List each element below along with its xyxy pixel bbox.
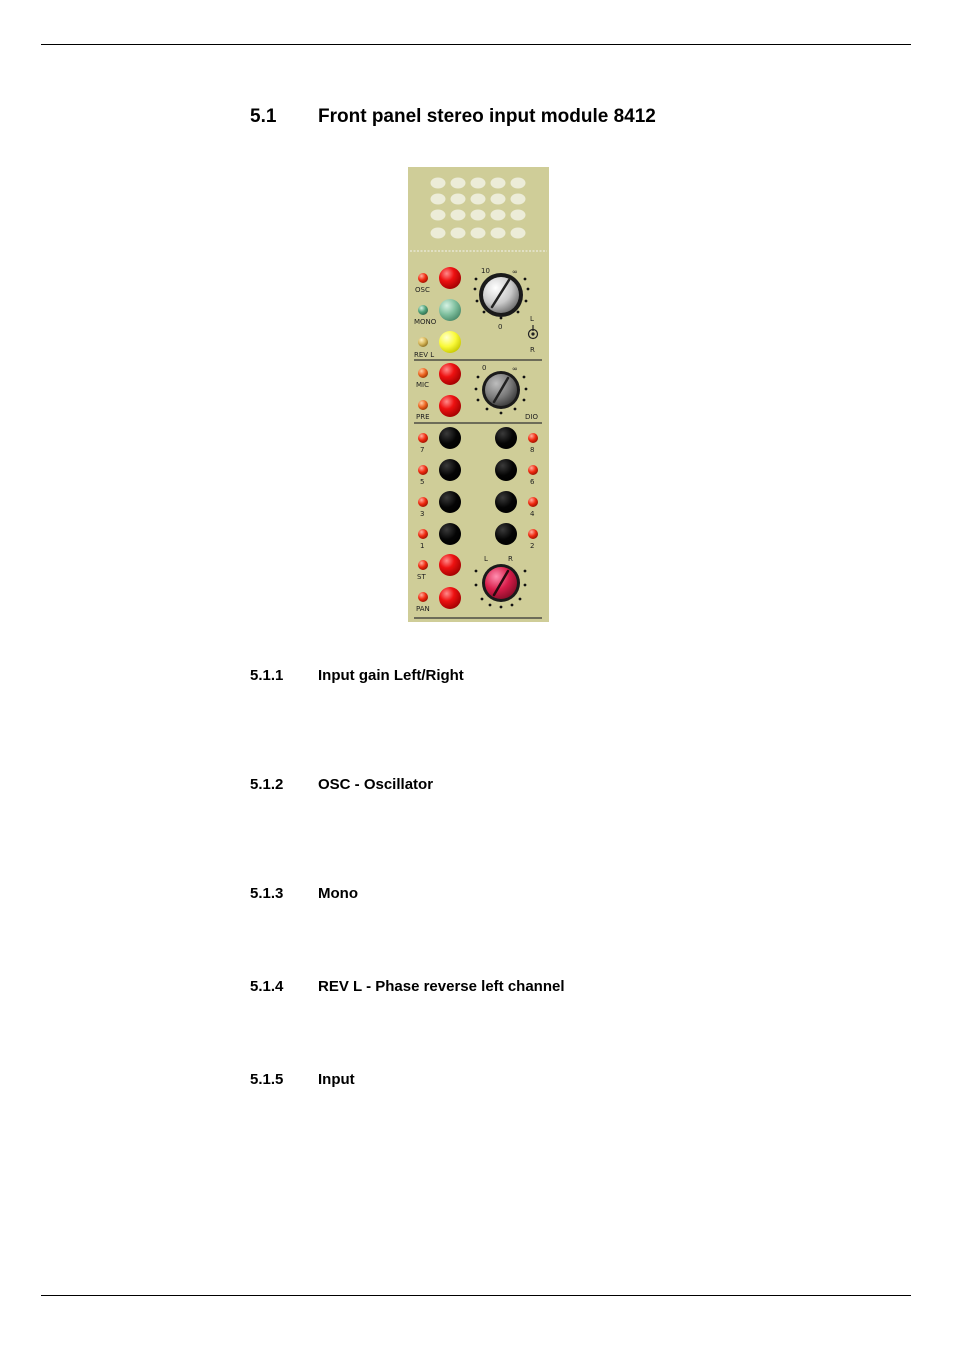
bus-led xyxy=(528,465,538,475)
subsection-heading xyxy=(250,978,565,995)
pre-label: PRE xyxy=(416,413,430,421)
lr-l-label: L xyxy=(530,315,534,323)
pan-button[interactable] xyxy=(439,587,461,609)
bus-label: 6 xyxy=(530,478,535,486)
subsection-number: 5.1.3 xyxy=(250,885,284,902)
bus-label: 5 xyxy=(420,478,425,486)
section-number: 5.1 xyxy=(250,106,277,127)
section-title: Front panel stereo input module 8412 xyxy=(318,106,656,127)
bus-led xyxy=(418,433,428,443)
rev-l-led xyxy=(418,337,428,347)
bus-button[interactable] xyxy=(439,459,461,481)
pan-label: PAN xyxy=(416,605,430,613)
gain-max-label: 10 xyxy=(481,267,490,275)
osc-led xyxy=(418,273,428,283)
subsection-number: 5.1.1 xyxy=(250,667,284,684)
bus-label: 4 xyxy=(530,510,535,518)
bus-button[interactable] xyxy=(495,491,517,513)
bus-led xyxy=(528,529,538,539)
pan-r-label: R xyxy=(508,555,513,563)
rev-l-button[interactable] xyxy=(439,331,461,353)
mic-label: MIC xyxy=(416,381,429,389)
mic-button[interactable] xyxy=(439,363,461,385)
mono-button[interactable] xyxy=(439,299,461,321)
subsection-heading xyxy=(250,1071,355,1088)
rev-l-label: REV L xyxy=(414,351,435,359)
subsection-number: 5.1.4 xyxy=(250,978,284,995)
subsection-title: Input xyxy=(318,1071,355,1088)
subsection-title: REV L - Phase reverse left channel xyxy=(318,978,565,995)
lr-r-label: R xyxy=(530,346,535,354)
bus-label: 8 xyxy=(530,446,535,454)
st-button[interactable] xyxy=(439,554,461,576)
bus-led xyxy=(418,497,428,507)
bus-button[interactable] xyxy=(439,523,461,545)
bus-label: 1 xyxy=(420,542,425,550)
osc-label: OSC xyxy=(415,286,430,294)
subsection-heading xyxy=(250,667,464,684)
bus-led xyxy=(418,529,428,539)
subsection-title: OSC - Oscillator xyxy=(318,776,434,793)
bus-button[interactable] xyxy=(439,427,461,449)
footer-rule xyxy=(41,1295,911,1296)
trim-inf-label: ∞ xyxy=(512,365,518,373)
pre-button[interactable] xyxy=(439,395,461,417)
subsection-number: 5.1.5 xyxy=(250,1071,284,1088)
bus-label: 2 xyxy=(530,542,535,550)
bus-label: 7 xyxy=(420,446,425,454)
subsection-heading xyxy=(250,885,358,902)
bus-led xyxy=(418,465,428,475)
subsection-heading xyxy=(250,776,433,793)
mono-led xyxy=(418,305,428,315)
bus-button[interactable] xyxy=(495,459,517,481)
gain-inf-label: ∞ xyxy=(512,268,518,276)
trim-zero-label: 0 xyxy=(482,364,487,372)
pan-led xyxy=(418,592,428,602)
bus-label: 3 xyxy=(420,510,425,518)
subsection-number: 5.1.2 xyxy=(250,776,284,793)
bus-button[interactable] xyxy=(439,491,461,513)
bus-button[interactable] xyxy=(495,523,517,545)
bus-led xyxy=(528,433,538,443)
bus-button[interactable] xyxy=(495,427,517,449)
front-panel-illustration xyxy=(408,167,549,622)
subsection-title: Mono xyxy=(318,885,358,902)
dio-label: DIO xyxy=(525,413,538,421)
pan-l-label: L xyxy=(484,555,488,563)
st-label: ST xyxy=(417,573,426,581)
osc-button[interactable] xyxy=(439,267,461,289)
header-rule xyxy=(41,44,911,45)
subsection-title: Input gain Left/Right xyxy=(318,667,464,684)
section-heading xyxy=(250,106,656,128)
st-led xyxy=(418,560,428,570)
bus-led xyxy=(528,497,538,507)
pre-led xyxy=(418,400,428,410)
gain-min-label: 0 xyxy=(498,323,503,331)
mic-led xyxy=(418,368,428,378)
mono-label: MONO xyxy=(414,318,437,326)
